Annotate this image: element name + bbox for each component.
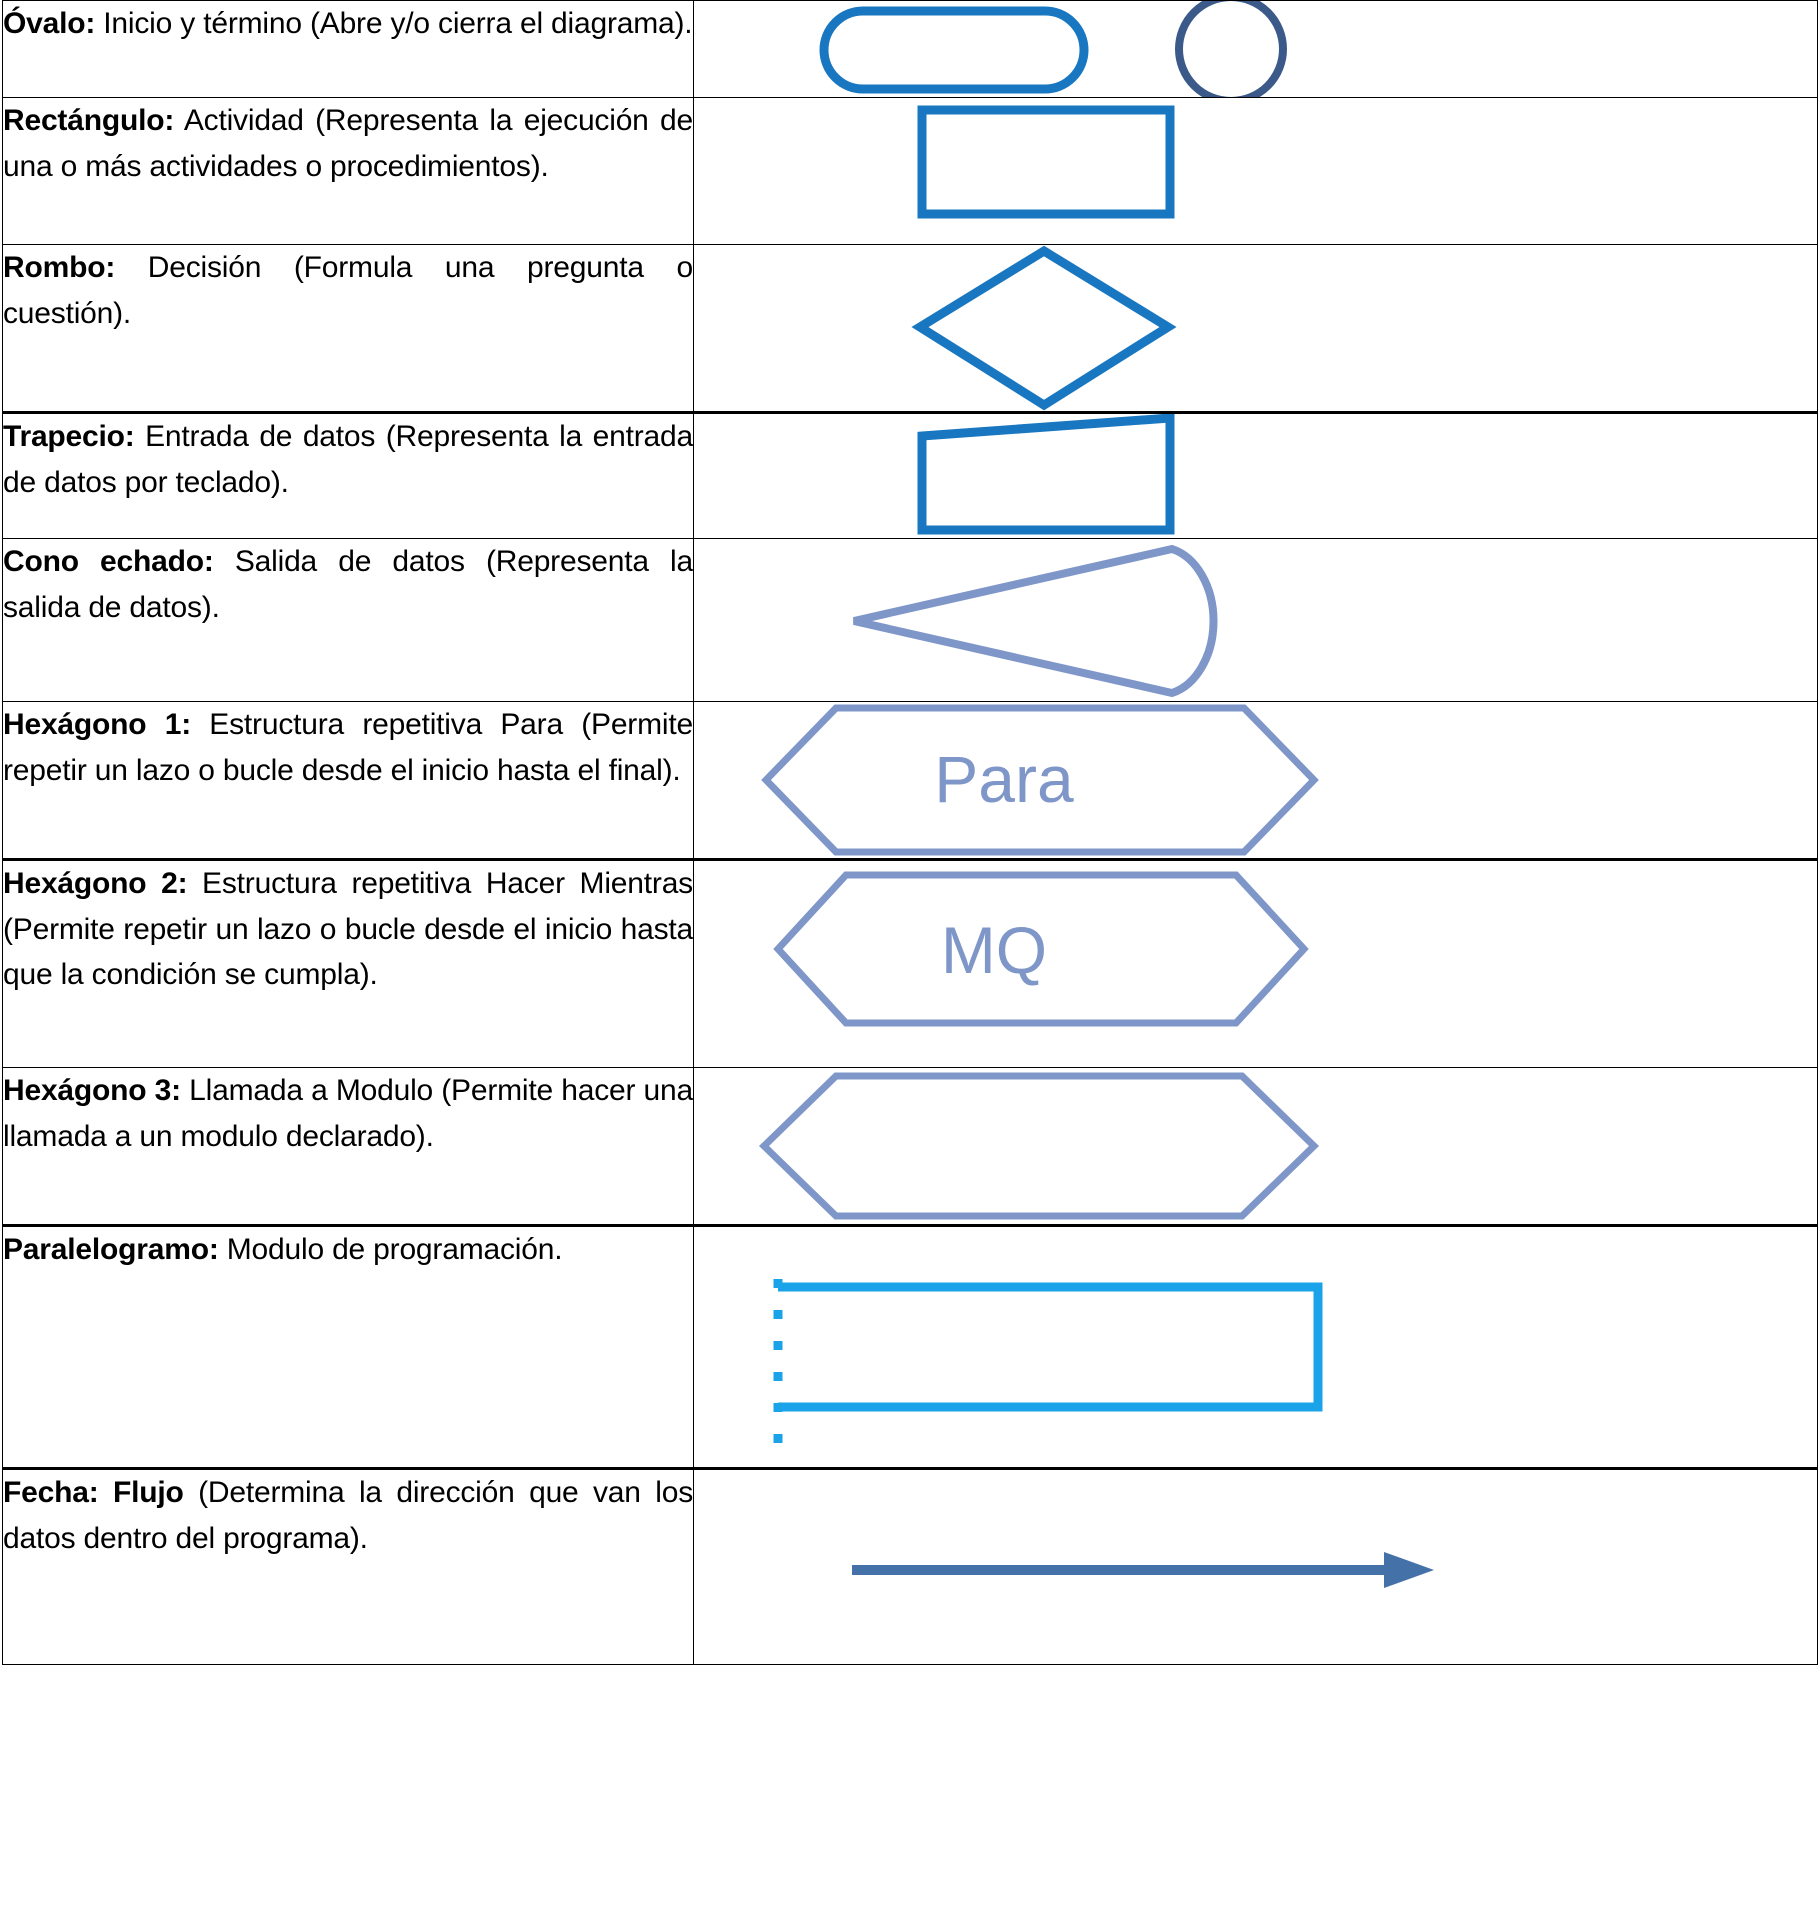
diamond-shape <box>920 251 1168 405</box>
description-cell-hexagono-1 <box>3 702 694 860</box>
description-cell-cono <box>3 539 694 702</box>
hexagon-shape <box>764 1076 1314 1216</box>
description-text: Entrada de datos (Representa la entrada de datos por teclado). <box>3 420 693 499</box>
shape-cell-hexagono-3 <box>694 1068 1818 1226</box>
description-text: Llamada a Modulo (Permite hacer una llamada a un modulo declarado). <box>3 1074 693 1153</box>
description-cell-hexagono-3 <box>3 1068 694 1226</box>
description-cell-ovalo <box>3 1 694 98</box>
description-text: Decisión (Formula una pregunta o cuestión). <box>3 251 693 330</box>
description-text: Estructura repetitiva Hacer Mientras (Permite repetir un lazo o bucle desde el inicio hasta que la condición se cumpla). <box>3 867 693 992</box>
cone-shape <box>854 549 1214 693</box>
description-cell-trapecio <box>3 413 694 539</box>
description-text: Salida de datos (Representa la salida de datos). <box>3 545 693 624</box>
shape-cell-paralelogramo <box>694 1226 1818 1469</box>
description-text: Actividad (Representa la ejecución de una o más actividades o procedimientos). <box>3 104 693 183</box>
rombo-shape-group <box>694 245 1817 411</box>
description-cell-rectangulo <box>3 98 694 245</box>
module-bracket-shape <box>778 1279 1318 1453</box>
table-row <box>3 1226 1818 1469</box>
table-row <box>3 539 1818 702</box>
term-label: Hexágono 1: <box>3 708 191 741</box>
term-label: Óvalo: <box>3 7 96 40</box>
hexagon-label: MQ <box>940 913 1048 987</box>
term-label: Hexágono 2: <box>3 867 188 900</box>
table-row <box>3 1469 1818 1665</box>
term-label: Hexágono 3: <box>3 1074 181 1107</box>
shape-cell-rectangulo <box>694 98 1818 245</box>
hexagono-3-shape-group <box>694 1068 1817 1224</box>
cono-shape-group <box>694 539 1817 701</box>
shape-cell-ovalo <box>694 1 1818 98</box>
description-text: (Determina la dirección que van los datos dentro del programa). <box>3 1476 693 1555</box>
stadium-oval-shape <box>824 11 1084 89</box>
hexagono-2-shape-group <box>694 861 1817 1067</box>
term-label: Rombo: <box>3 251 116 284</box>
ovalo-shape-group <box>694 1 1817 97</box>
term-label: Trapecio: <box>3 420 135 453</box>
paralelogramo-shape-group <box>694 1227 1817 1467</box>
table-row <box>3 98 1818 245</box>
description-cell-hexagono-2 <box>3 860 694 1068</box>
shape-cell-fecha-flujo <box>694 1469 1818 1665</box>
rectangulo-shape-group <box>694 98 1817 244</box>
arrow-right-shape <box>852 1552 1434 1588</box>
shape-cell-rombo <box>694 245 1818 413</box>
arrow-head <box>1384 1552 1434 1588</box>
term-label: Cono echado: <box>3 545 214 578</box>
trapecio-shape-group <box>694 414 1817 538</box>
trapezoid-shape <box>922 418 1170 530</box>
description-cell-fecha-flujo <box>3 1469 694 1665</box>
rectangle-shape <box>922 110 1170 214</box>
hexagono-1-shape-group <box>694 702 1817 858</box>
symbol-legend-table <box>2 0 1818 1665</box>
term-label: Paralelogramo: <box>3 1233 219 1266</box>
term-label: Fecha: Flujo <box>3 1476 184 1509</box>
circle-shape <box>1179 1 1283 97</box>
module-rectangle-outline <box>778 1287 1318 1407</box>
table-row <box>3 413 1818 539</box>
shape-cell-cono <box>694 539 1818 702</box>
term-label: Rectángulo: <box>3 104 175 137</box>
table-row <box>3 702 1818 860</box>
hexagon-label: Para <box>934 742 1074 816</box>
description-text: Estructura repetitiva Para (Permite repetir un lazo o bucle desde el inicio hasta el final). <box>3 708 693 787</box>
shape-cell-hexagono-1 <box>694 702 1818 860</box>
fecha-flujo-shape-group <box>694 1470 1817 1664</box>
shape-cell-trapecio <box>694 413 1818 539</box>
description-text: Modulo de programación. <box>218 1233 563 1266</box>
description-cell-rombo <box>3 245 694 413</box>
table-row <box>3 860 1818 1068</box>
table-row <box>3 1068 1818 1226</box>
table-row <box>3 245 1818 413</box>
shape-cell-hexagono-2 <box>694 860 1818 1068</box>
description-cell-paralelogramo <box>3 1226 694 1469</box>
description-text: Inicio y término (Abre y/o cierra el diagrama). <box>95 7 693 40</box>
table-row <box>3 1 1818 98</box>
